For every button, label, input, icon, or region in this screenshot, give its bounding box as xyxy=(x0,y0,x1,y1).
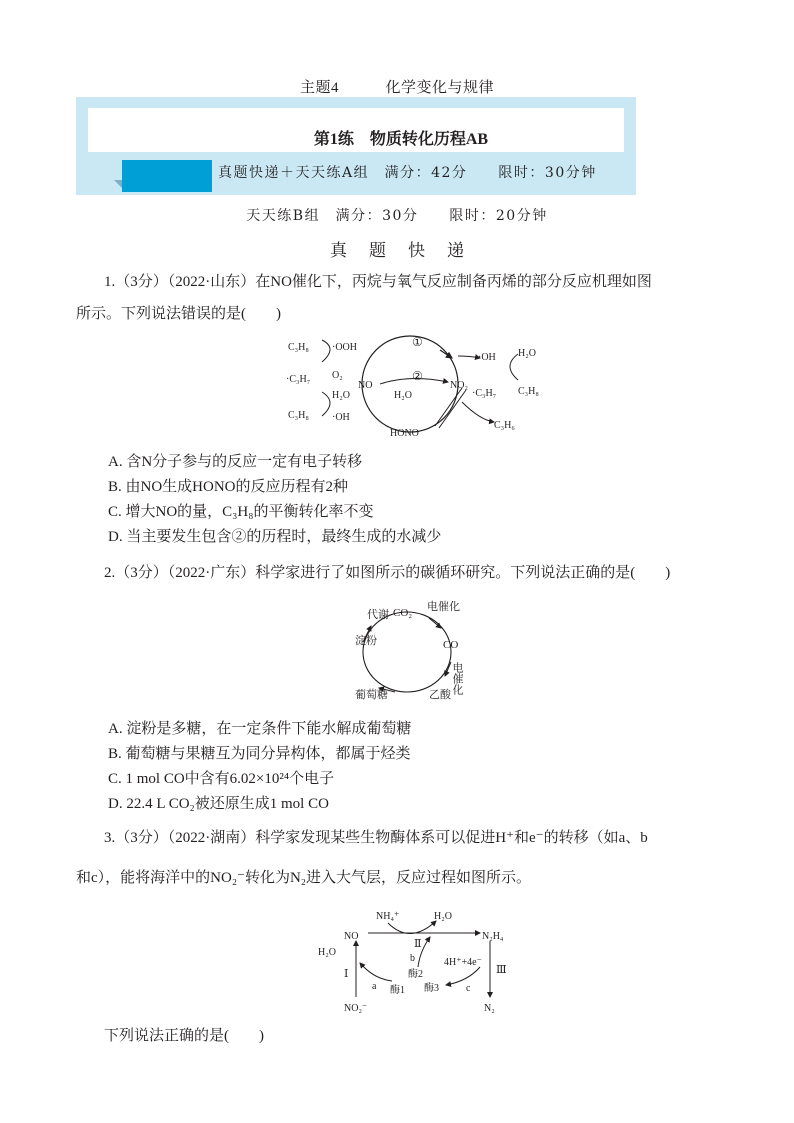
label-glucose: 葡萄糖 xyxy=(355,689,388,701)
label-h2o-top: H₂O xyxy=(434,911,452,922)
q1-option-c[interactable]: C. 增大NO的量，C₃H₈的平衡转化率不变 xyxy=(108,504,374,520)
q1-option-b[interactable]: B. 由NO生成HONO的反应历程有2种 xyxy=(108,479,349,495)
mechanism-cycle xyxy=(362,336,458,432)
label-step-1: ① xyxy=(412,335,423,349)
question-1-stem: 1.（3分）（2022·山东）在NO催化下，丙烷与氧气反应制备丙烯的部分反应机理如图 xyxy=(104,274,652,290)
label-enzyme-1: 酶1 xyxy=(390,985,405,996)
label-n2: N₂ xyxy=(484,1003,495,1014)
label-starch: 淀粉 xyxy=(355,635,377,647)
label-acetic-acid: 乙酸 xyxy=(429,689,451,701)
label-b: b xyxy=(410,953,415,964)
label-n2h4: N₂H₄ xyxy=(482,931,504,942)
label-electrocatalysis-right: 电催化 xyxy=(451,662,463,695)
label-h2o-b: H₂O xyxy=(518,348,536,359)
q1-option-d[interactable]: D. 当主要发生包含②的历程时，最终生成的水减少 xyxy=(108,529,442,545)
q1-option-a[interactable]: A. 含N分子参与的反应一定有电子转移 xyxy=(108,454,363,470)
label-enzyme-3: 酶3 xyxy=(424,983,439,994)
label-c3h7-b: ·C₃H₇ xyxy=(472,388,497,399)
question-3-prompt: 下列说法正确的是( ) xyxy=(104,1028,264,1044)
label-c: c xyxy=(466,983,471,994)
label-co: CO xyxy=(443,639,459,651)
label-c3h8-a: C₃H₈ xyxy=(288,342,309,353)
label-h2o-mid: H₂O xyxy=(394,390,412,401)
banner-tab-decoration xyxy=(122,160,212,192)
label-enzyme-2: 酶2 xyxy=(408,969,423,980)
label-no2-minus: NO₂⁻ xyxy=(344,1003,368,1014)
q2-option-b[interactable]: B. 葡萄糖与果糖互为同分异构体，都属于烃类 xyxy=(108,746,411,762)
q2-option-d[interactable]: D. 22.4 L CO₂被还原生成1 mol CO xyxy=(108,796,329,812)
label-c3h7-a: ·C₃H₇ xyxy=(286,374,311,385)
label-h2o-left: H₂O xyxy=(318,947,336,958)
question-3-stem-cont: 和c），能将海洋中的NO₂⁻转化为N₂进入大气层，反应过程如图所示。 xyxy=(76,870,532,886)
label-oh-a: ·OH xyxy=(332,412,350,423)
label-a: a xyxy=(372,981,377,992)
label-c3h8-c: C₃H₈ xyxy=(518,386,539,397)
label-metabolism: 代谢 xyxy=(367,609,389,621)
page-header xyxy=(0,76,794,97)
label-step-II: Ⅱ xyxy=(414,938,422,950)
label-co2: CO₂ xyxy=(393,607,413,619)
topic-number: 主题4 xyxy=(299,80,339,96)
label-electrocatalysis-top: 电催化 xyxy=(427,601,460,613)
topic-title: 化学变化与规律 xyxy=(385,80,495,96)
carbon-cycle-ring xyxy=(363,612,451,692)
section-title: 真题快递 xyxy=(330,241,486,260)
q2-option-a[interactable]: A. 淀粉是多糖，在一定条件下能水解成葡萄糖 xyxy=(108,721,412,737)
question-3-stem: 3.（3分）（2022·湖南）科学家发现某些生物酶体系可以促进H⁺和e⁻的转移（如a、b xyxy=(104,830,648,846)
label-no-q3: NO xyxy=(344,931,359,942)
q2-option-c[interactable]: C. 1 mol CO中含有6.02×10²⁴个电子 xyxy=(108,771,335,787)
label-step-2: ② xyxy=(412,369,423,383)
label-h-plus-e: 4H⁺+4e⁻ xyxy=(444,957,482,968)
question-1-stem-cont: 所示。下列说法错误的是( ) xyxy=(76,306,281,322)
label-step-I: Ⅰ xyxy=(344,968,349,980)
label-oh-b: ·OH xyxy=(478,352,496,363)
exercise-info-a: 真题快递＋天天练A组 满分：42分 限时：30分钟 xyxy=(218,165,597,181)
label-no2: NO₂ xyxy=(450,380,468,391)
label-nh4: NH₄⁺ xyxy=(376,911,400,922)
question-2-stem: 2.（3分）（2022·广东）科学家进行了如图所示的碳循环研究。下列说法正确的是( ) xyxy=(104,565,671,581)
label-o2: O₂ xyxy=(332,370,343,381)
reaction-mechanism-diagram xyxy=(280,330,560,448)
exercise-title: 第1练 物质转化历程AB xyxy=(313,131,489,148)
label-step-III: Ⅲ xyxy=(496,964,507,976)
nitrogen-conversion-diagram xyxy=(310,905,520,1015)
carbon-cycle-diagram xyxy=(345,600,475,710)
label-ooh: ·OOH xyxy=(332,342,357,353)
label-no: NO xyxy=(358,380,373,391)
label-hono: HONO xyxy=(390,428,419,439)
exercise-info-b: 天天练B组 满分：30分 限时：20分钟 xyxy=(246,208,548,224)
label-h2o-a: H₂O xyxy=(332,390,350,401)
label-c3h8-b: C₃H₈ xyxy=(288,410,309,421)
label-c3h6: C₃H₆ xyxy=(494,420,515,431)
